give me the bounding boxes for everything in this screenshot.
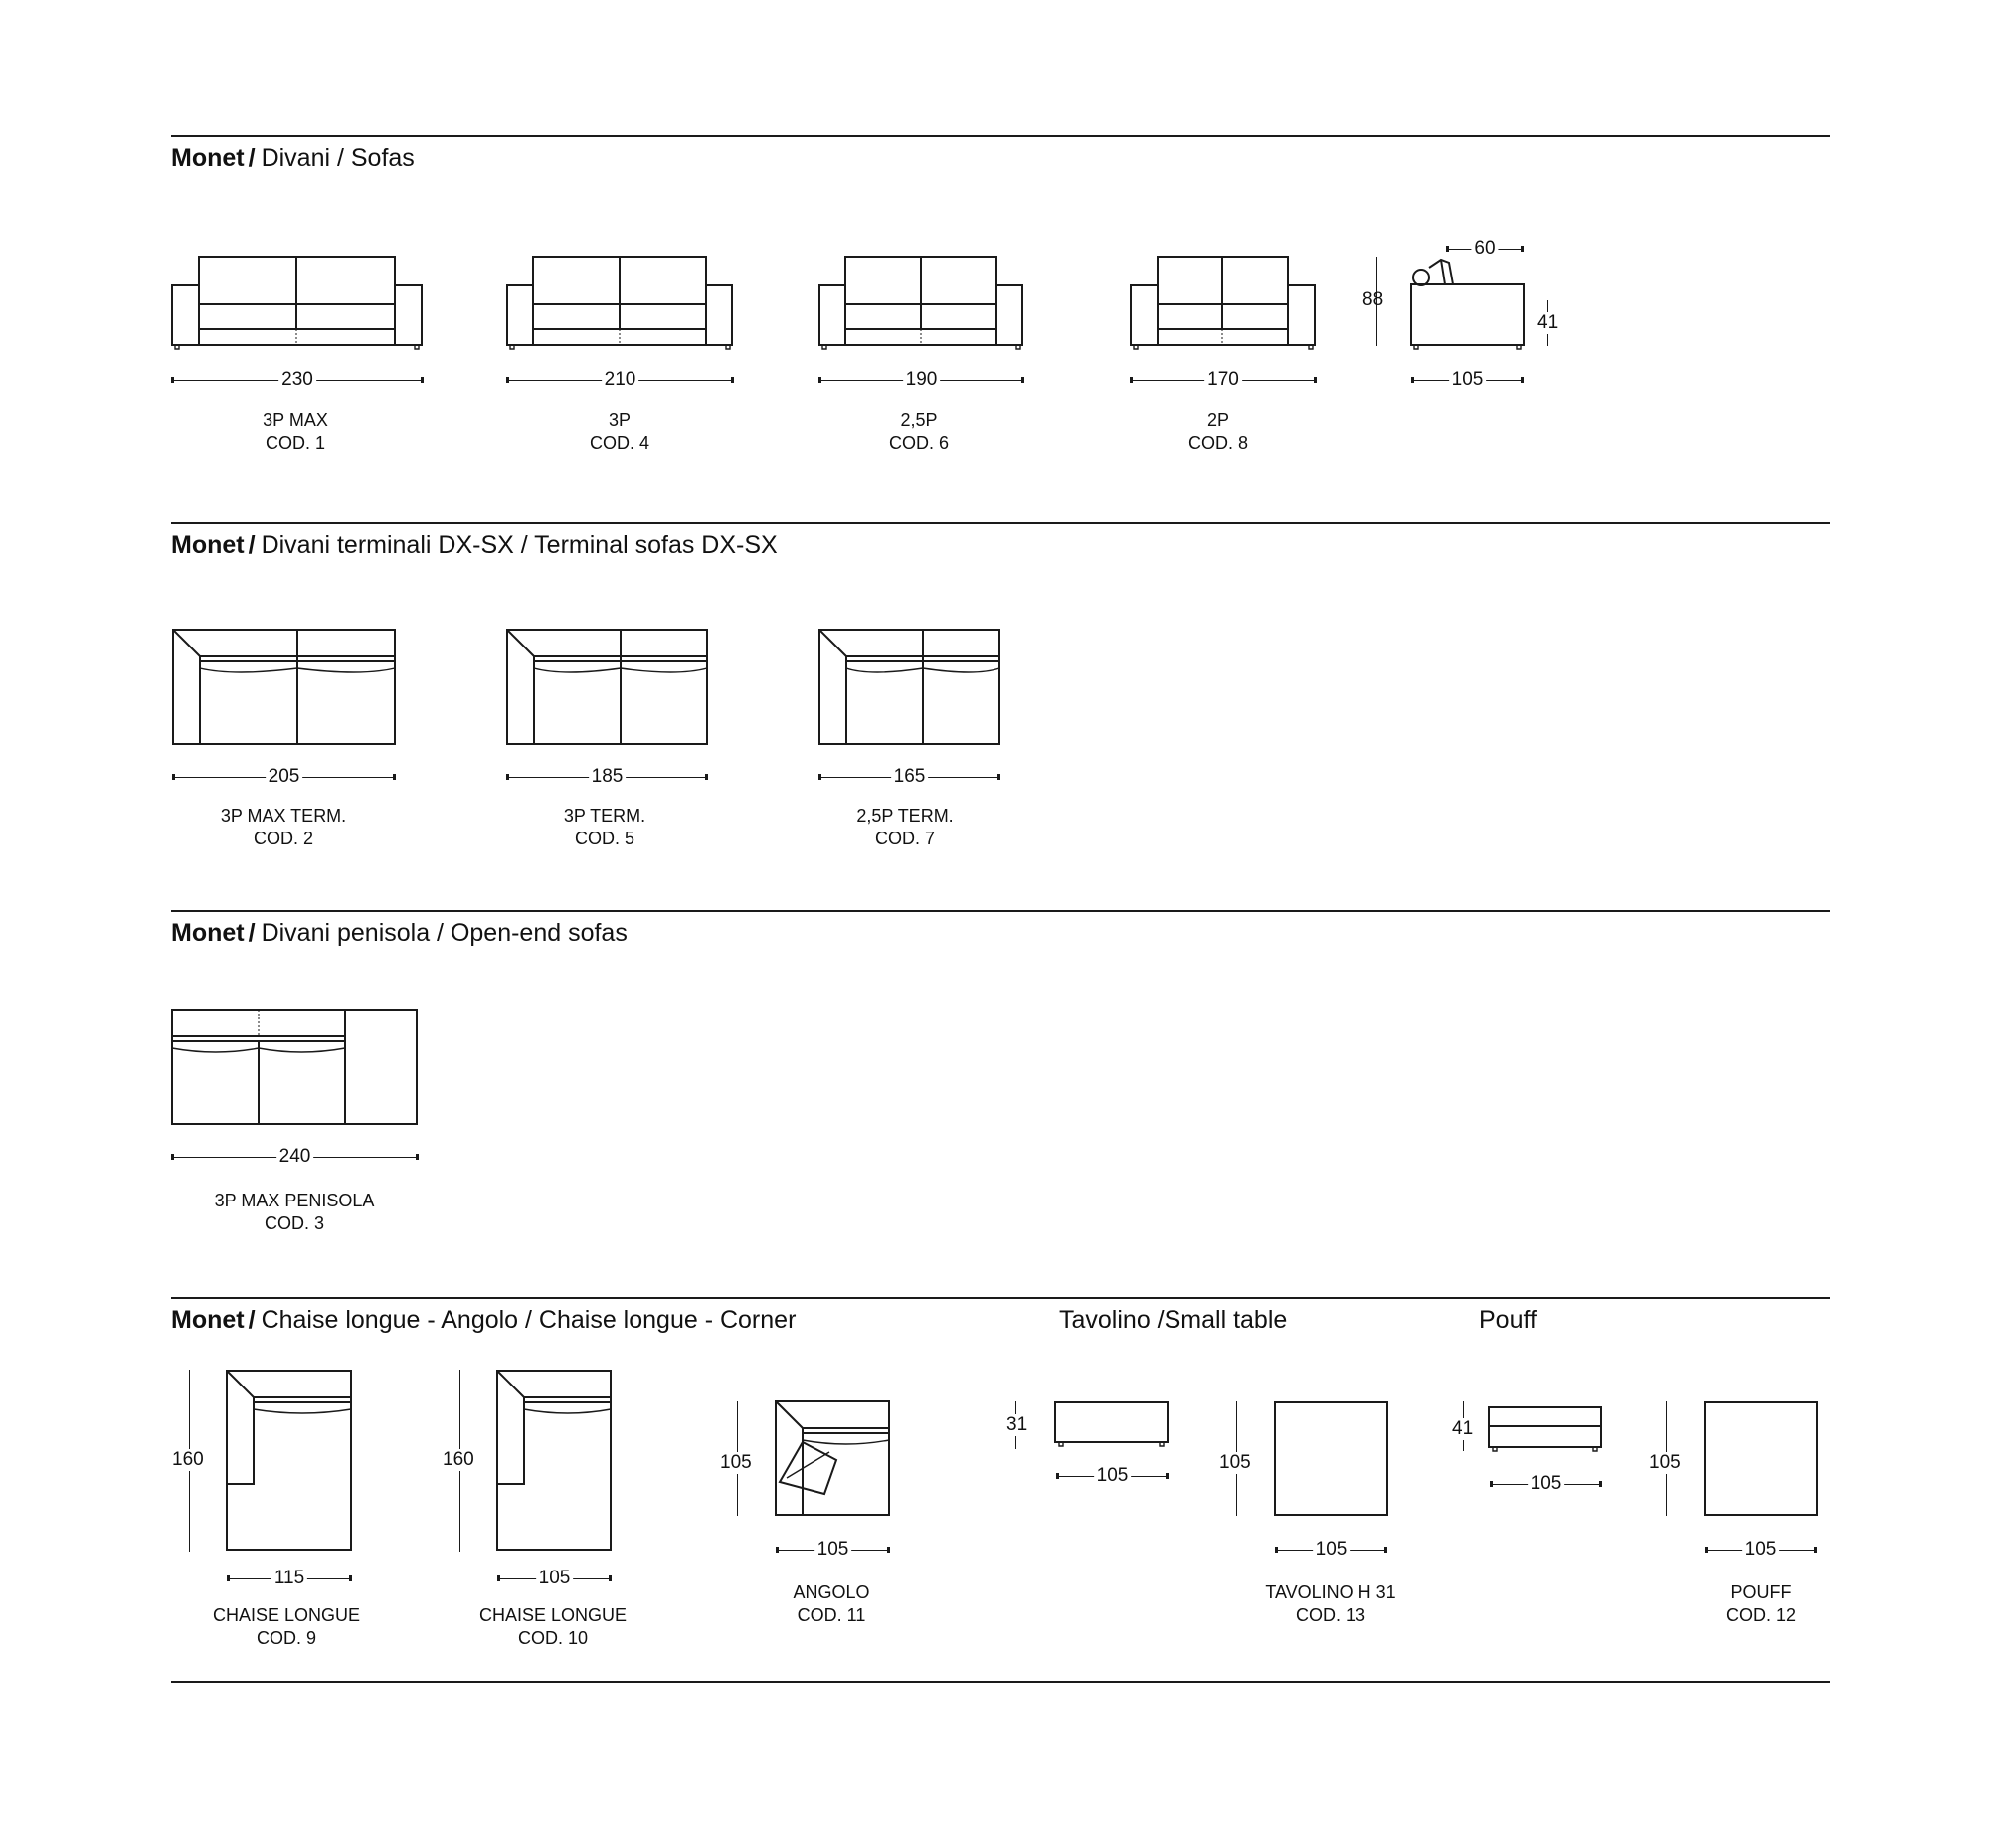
product-caption <box>793 1581 869 1627</box>
product-code: COD. 3 <box>264 1213 325 1233</box>
brand-name: Monet <box>171 1306 245 1334</box>
product-caption <box>1188 409 1248 455</box>
dimension-width <box>1130 370 1317 390</box>
section-title-text: Chaise longue - Angolo / Chaise longue - Corner <box>261 1306 797 1334</box>
product-caption <box>1726 1581 1796 1627</box>
product-name: 3P <box>608 410 632 430</box>
sofa-side-view-drawing <box>1409 254 1527 353</box>
terminal-sofa-3p-max-plan-drawing <box>172 629 396 746</box>
product-name: ANGOLO <box>793 1582 870 1602</box>
product-code: COD. 8 <box>1187 433 1249 453</box>
dimension-value: 88 <box>1362 289 1384 310</box>
dimension-width <box>227 1569 352 1588</box>
small-table-top-drawing <box>1274 1401 1389 1517</box>
section-rule-open-end <box>171 910 1830 912</box>
product-name: 2P <box>1206 410 1230 430</box>
product-code: COD. 7 <box>874 829 935 848</box>
product-caption <box>564 805 645 850</box>
section-title-text: Divani / Sofas <box>261 144 415 172</box>
product-code: COD. 10 <box>517 1628 589 1648</box>
dimension-value: 105 <box>1094 1464 1132 1488</box>
dimension-width <box>776 1540 890 1560</box>
dimension-width <box>506 767 708 787</box>
dimension-value: 105 <box>1528 1472 1565 1496</box>
chaise-longue-105-plan-drawing <box>496 1370 613 1552</box>
dimension-value: 105 <box>1449 368 1487 392</box>
product-name: TAVOLINO H 31 <box>1265 1582 1396 1602</box>
section-title-chaise: Monet / Chaise longue - Angolo / Chaise longue - Corner <box>171 1306 797 1334</box>
brand-name: Monet <box>171 144 245 172</box>
product-code: COD. 9 <box>256 1628 317 1648</box>
dimension-width <box>497 1569 612 1588</box>
dimension-width <box>818 370 1024 390</box>
product-caption <box>479 1604 627 1650</box>
dimension-value: 210 <box>602 368 639 392</box>
bottom-rule <box>171 1681 1830 1683</box>
dimension-depth <box>1411 370 1524 390</box>
dimension-width <box>1056 1466 1169 1486</box>
sofa-3p-max-front-drawing <box>171 254 424 353</box>
dimension-value: 105 <box>1742 1538 1780 1562</box>
dimension-value: 105 <box>814 1538 852 1562</box>
product-caption <box>856 805 953 850</box>
open-end-sofa-plan-drawing <box>171 1009 419 1126</box>
dimension-value: 160 <box>443 1449 474 1470</box>
product-caption <box>215 1190 375 1235</box>
section-title-text: Divani penisola / Open-end sofas <box>261 919 628 947</box>
pouff-top-drawing <box>1704 1401 1819 1517</box>
product-caption <box>590 409 649 455</box>
dimension-value: 160 <box>172 1449 204 1470</box>
dimension-width <box>1275 1540 1387 1560</box>
dimension-width <box>172 767 396 787</box>
dimension-value: 41 <box>1537 312 1559 333</box>
product-name: POUFF <box>1730 1582 1792 1602</box>
corner-plan-drawing <box>775 1400 891 1517</box>
dimension-value: 41 <box>1452 1418 1474 1439</box>
product-caption <box>889 409 949 455</box>
dimension-value: 240 <box>276 1145 314 1169</box>
product-caption <box>213 1604 360 1650</box>
pouff-heading: Pouff <box>1479 1306 1537 1334</box>
product-code: COD. 11 <box>797 1605 866 1625</box>
product-name: 3P TERM. <box>563 806 646 826</box>
section-rule-terminal <box>171 522 1830 524</box>
dimension-value: 185 <box>589 765 627 789</box>
section-title-text: Divani terminali DX-SX / Terminal sofas DX-SX <box>261 531 778 559</box>
product-code: COD. 12 <box>1725 1605 1797 1625</box>
dimension-width <box>1705 1540 1817 1560</box>
section-rule-sofas <box>171 135 1830 137</box>
product-code: COD. 1 <box>265 433 326 453</box>
product-code: COD. 5 <box>574 829 634 848</box>
dimension-width <box>1490 1474 1602 1494</box>
pouff-side-drawing <box>1488 1406 1603 1456</box>
dimension-value: 105 <box>1649 1452 1681 1473</box>
sofa-2p-front-drawing <box>1130 254 1317 353</box>
dimension-value: 105 <box>536 1567 574 1590</box>
dimension-value: 60 <box>1471 237 1498 261</box>
dimension-value: 105 <box>1219 1452 1251 1473</box>
dimension-width <box>818 767 1000 787</box>
terminal-sofa-2-5p-plan-drawing <box>818 629 1000 746</box>
dimension-value: 31 <box>1006 1414 1028 1435</box>
dimension-value: 205 <box>266 765 303 789</box>
small-table-heading: Tavolino /Small table <box>1059 1306 1288 1334</box>
dimension-value: 105 <box>720 1452 752 1473</box>
dimension-backrest <box>1446 239 1524 259</box>
product-name: CHAISE LONGUE <box>212 1605 361 1625</box>
brand-name: Monet <box>171 919 245 947</box>
dimension-value: 105 <box>1313 1538 1351 1562</box>
sofa-2-5p-front-drawing <box>818 254 1024 353</box>
dimension-width <box>171 1147 419 1167</box>
product-name: 2,5P <box>900 410 938 430</box>
dimension-value: 190 <box>903 368 941 392</box>
dimension-value: 170 <box>1204 368 1242 392</box>
dimension-width <box>506 370 734 390</box>
section-title-sofas: Monet / Divani / Sofas <box>171 144 415 172</box>
product-name: 3P MAX <box>263 410 328 430</box>
product-code: COD. 4 <box>589 433 650 453</box>
product-caption <box>1265 1581 1395 1627</box>
product-code: COD. 6 <box>888 433 950 453</box>
dimension-value: 230 <box>278 368 316 392</box>
sofa-3p-front-drawing <box>506 254 734 353</box>
product-name: CHAISE LONGUE <box>478 1605 628 1625</box>
product-code: COD. 2 <box>253 829 313 848</box>
product-name: 3P MAX PENISOLA <box>214 1191 375 1210</box>
chaise-longue-115-plan-drawing <box>226 1370 353 1552</box>
dimension-value: 115 <box>271 1567 307 1590</box>
product-code: COD. 13 <box>1295 1605 1366 1625</box>
dimension-value: 165 <box>891 765 929 789</box>
product-caption <box>221 805 346 850</box>
section-title-terminal: Monet / Divani terminali DX-SX / Terminal sofas DX-SX <box>171 531 778 559</box>
product-name: 3P MAX TERM. <box>220 806 347 826</box>
product-caption <box>263 409 328 455</box>
product-name: 2,5P TERM. <box>856 806 954 826</box>
dimension-width <box>171 370 424 390</box>
small-table-side-drawing <box>1054 1401 1170 1451</box>
brand-name: Monet <box>171 531 245 559</box>
section-title-open-end: Monet / Divani penisola / Open-end sofas <box>171 919 628 947</box>
terminal-sofa-3p-plan-drawing <box>506 629 708 746</box>
section-rule-chaise <box>171 1297 1830 1299</box>
